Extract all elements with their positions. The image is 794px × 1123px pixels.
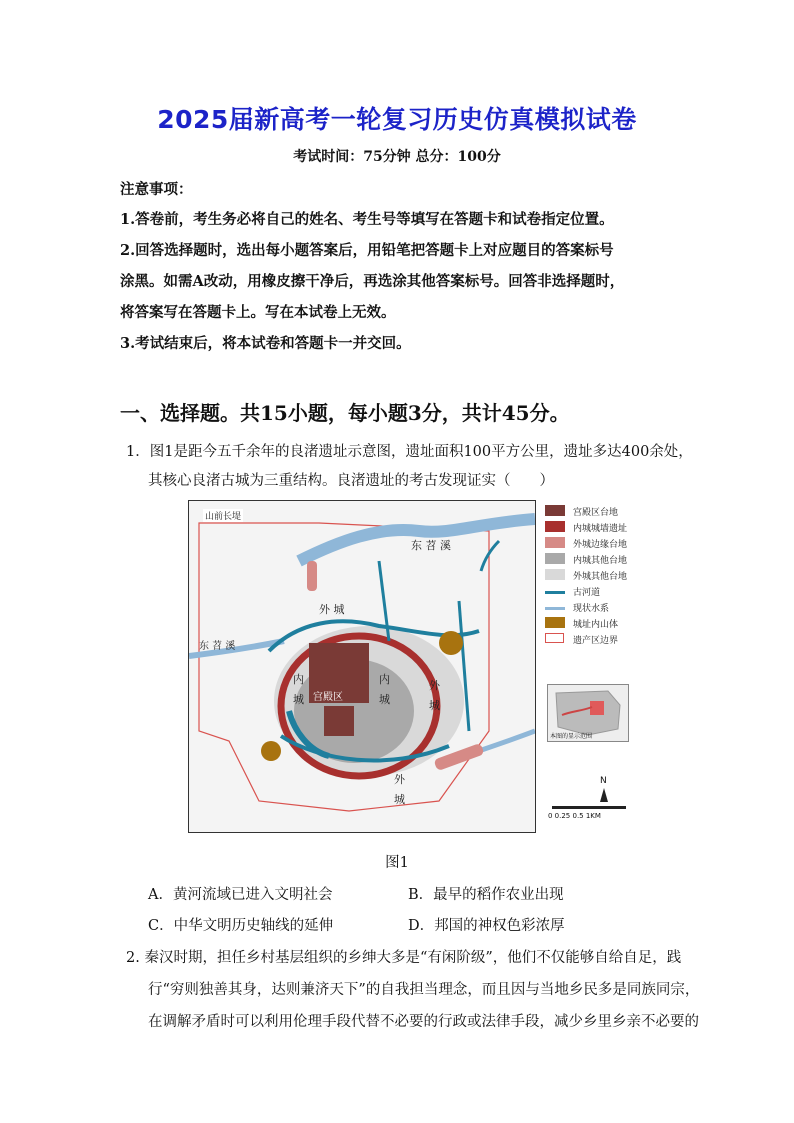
option-c: C．中华文明历史轴线的延伸 [148,918,334,934]
legend-swatch [545,569,565,580]
inset-map [547,684,629,742]
question-2-line-1: 2. 秦汉时期，担任乡村基层组织的乡绅大多是“有闲阶级”，他们不仅能够自给自足，践 [126,950,682,966]
legend-swatch [545,505,565,516]
map-label-outer-city-south-b: 城 [394,793,405,806]
palace-terrace-south [324,706,354,736]
map-label-inner-city-west: 内 [293,673,304,686]
outer-edge-terrace-north [307,561,317,591]
question-2-line-3: 在调解矛盾时可以利用伦理手段代替不必要的行政或法律手段，减少乡里乡亲不必要的 [148,1014,699,1030]
map-label-inner-city-east: 内 [379,673,390,686]
note-item-3: 3.考试结束后，将本试卷和答题卡一并交回。 [120,335,411,352]
legend-swatch [545,553,565,564]
scale-label: 0 0.25 0.5 1KM [548,812,601,820]
map-label-outer-city-south: 外 [394,773,405,786]
legend-swatch [545,617,565,628]
question-1-line-1: 1．图1是距今五千余年的良渚遗址示意图，遗址面积100平方公里，遗址多达400余处， [126,444,693,460]
exam-info: 考试时间：75分钟 总分：100分 [293,149,501,165]
scale-bar [552,806,626,809]
map-label-inner-city-west-b: 城 [293,693,304,706]
hill-east [439,631,463,655]
note-item-1: 1.答卷前，考生务必将自己的姓名、考生号等填写在答题卡和试卷指定位置。 [120,211,614,228]
north-arrow-icon [600,788,608,802]
liangzhu-site-map [188,500,536,833]
exam-title: 2025届新高考一轮复习历史仿真模拟试卷 [157,105,637,134]
notes-heading: 注意事项： [120,181,193,198]
note-item-2-line-1: 2.回答选择题时，选出每小题答案后，用铅笔把答题卡上对应题目的答案标号 [120,242,614,259]
legend-swatch [545,537,565,548]
legend-swatch [545,601,565,610]
map-label-outer-city-north: 外 城 [319,603,345,616]
section-heading: 一、选择题。共15小题，每小题3分，共计45分。 [120,401,570,425]
map-label-outer-city-east-b: 城 [429,699,440,712]
note-item-2-line-3: 将答案写在答题卡上。写在本试卷上无效。 [120,304,396,321]
map-label-palace: 宫殿区 [313,692,343,703]
question-1-line-2: 其核心良渚古城为三重结构。良渚遗址的考古发现证实（ ） [148,473,554,489]
map-graphic [189,501,535,832]
north-label: N [600,776,607,786]
figure-caption: 图1 [385,855,409,871]
map-label-inner-city-east-b: 城 [379,693,390,706]
legend-swatch [545,521,565,532]
note-item-2-line-2: 涂黑。如需A改动，用橡皮擦干净后，再选涂其他答案标号。回答非选择题时， [120,273,625,290]
legend-swatch [545,585,565,594]
option-a: A．黄河流域已进入文明社会 [148,887,333,903]
hill-southwest [261,741,281,761]
legend-swatch [545,633,564,643]
map-label-outer-city-east: 外 [429,679,440,692]
map-label-river-west: 东 苕 溪 [199,641,236,652]
map-label-river: 东 苕 溪 [411,539,451,552]
option-d: D．邦国的神权色彩浓厚 [408,918,565,934]
question-2-line-2: 行“穷则独善其身，达则兼济天下”的自我担当理念，而且因与当地乡民多是同族同宗， [148,982,700,998]
map-label-dike: 山前长堤 [203,509,243,522]
inset-caption: 本图的显示范围 [550,733,593,740]
option-b: B．最早的稻作农业出现 [408,887,564,903]
